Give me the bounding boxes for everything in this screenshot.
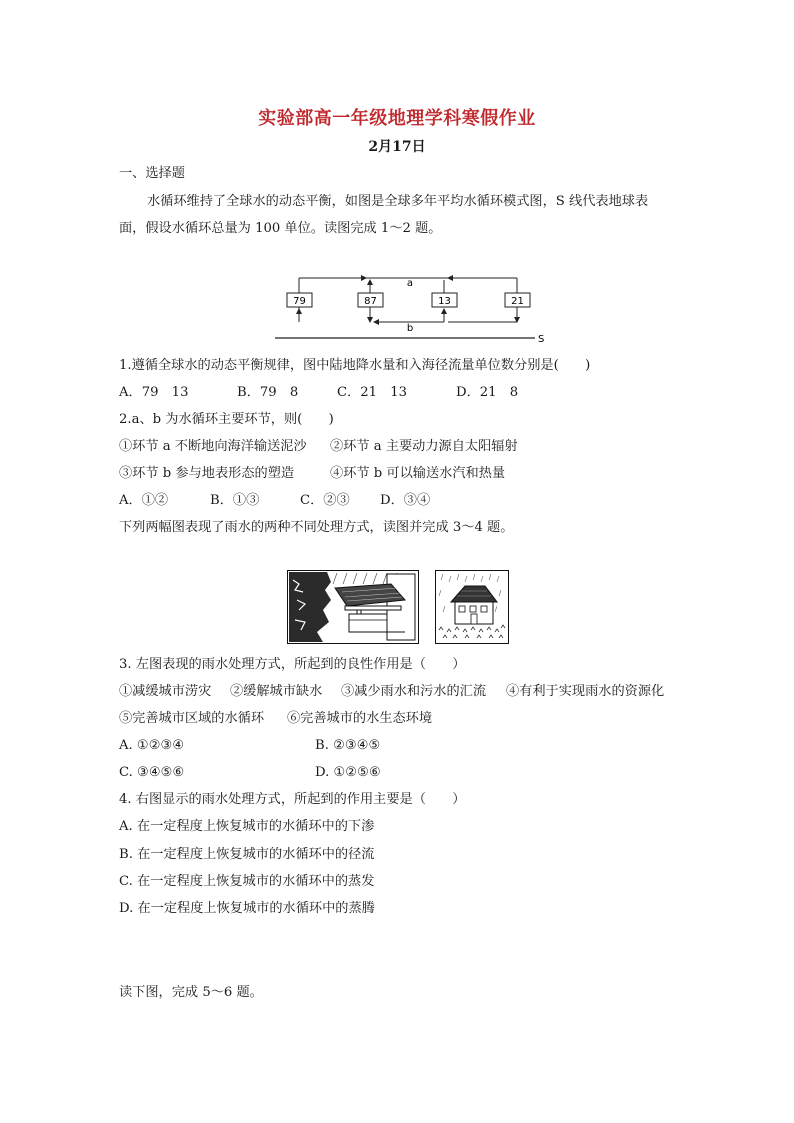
q4-option-b: B. 在一定程度上恢复城市的水循环中的径流	[119, 847, 375, 862]
box-label-1: 79	[293, 296, 306, 307]
q3-item-2: ②缓解城市缺水	[230, 684, 323, 699]
q3-option-a: A. ①②③④	[119, 738, 185, 753]
intro-paragraph-line-2: 面，假设水循环总量为 100 单位。读图完成 1～2 题。	[119, 221, 442, 236]
q3-stem: 3. 左图表现的雨水处理方式，所起到的良性作用是（ ）	[119, 657, 466, 672]
label-b: b	[406, 323, 414, 334]
q4-stem: 4. 右图显示的雨水处理方式，所起到的作用主要是（ ）	[119, 792, 466, 807]
q3-item-6: ⑥完善城市的水生态环境	[287, 711, 433, 726]
q3-option-b: B. ②③④⑤	[315, 738, 381, 753]
q2-item-1: ①环节 a 不断地向海洋输送泥沙	[119, 439, 307, 454]
q56-intro: 读下图，完成 5～6 题。	[119, 985, 263, 1000]
q1-option-a: A．79 13	[119, 385, 189, 400]
box-label-3: 13	[438, 296, 451, 307]
label-s: S	[538, 334, 545, 345]
q2-option-b: B．①③	[210, 493, 260, 508]
q2-item-2: ②环节 a 主要动力源自太阳辐射	[330, 439, 518, 454]
q2-option-c: C．②③	[300, 493, 350, 508]
q4-option-d: D. 在一定程度上恢复城市的水循环中的蒸腾	[119, 901, 375, 916]
q2-stem: 2.a、b 为水循环主要环节，则( )	[119, 412, 334, 427]
section-heading: 一、选择题	[119, 166, 185, 181]
page-title: 实验部高一年级地理学科寒假作业	[258, 108, 536, 129]
q3-item-5: ⑤完善城市区域的水循环	[119, 711, 265, 726]
q3-item-1: ①减缓城市涝灾	[119, 684, 212, 699]
label-a: a	[406, 278, 414, 289]
water-cycle-diagram	[270, 270, 550, 350]
box-label-2: 87	[364, 296, 377, 307]
q2-item-4: ④环节 b 可以输送水汽和热量	[330, 466, 506, 481]
q34-intro: 下列两幅图表现了雨水的两种不同处理方式，读图并完成 3～4 题。	[119, 520, 514, 535]
q3-item-3: ③减少雨水和污水的汇流	[341, 684, 487, 699]
q4-option-c: C. 在一定程度上恢复城市的水循环中的蒸发	[119, 874, 375, 889]
q1-stem: 1.遵循全球水的动态平衡规律，图中陆地降水量和入海径流量单位数分别是( )	[119, 358, 591, 373]
rainwater-collection-illustration	[287, 570, 419, 644]
page-date: 2月17日	[368, 139, 426, 155]
house-in-rain-illustration	[435, 570, 509, 644]
q2-item-3: ③环节 b 参与地表形态的塑造	[119, 466, 295, 481]
q2-option-a: A．①②	[119, 493, 169, 508]
q3-option-c: C. ③④⑤⑥	[119, 765, 185, 780]
q3-option-d: D. ①②⑤⑥	[315, 765, 381, 780]
q3-item-4: ④有利于实现雨水的资源化	[506, 684, 665, 699]
box-label-4: 21	[511, 296, 524, 307]
q1-option-b: B．79 8	[237, 385, 299, 400]
q1-option-d: D．21 8	[456, 385, 519, 400]
intro-paragraph-line-1: 水循环维持了全球水的动态平衡，如图是全球多年平均水循环模式图，S 线代表地球表	[147, 194, 649, 209]
q2-option-d: D．③④	[380, 493, 431, 508]
q1-option-c: C．21 13	[337, 385, 408, 400]
q4-option-a: A. 在一定程度上恢复城市的水循环中的下渗	[119, 819, 375, 834]
